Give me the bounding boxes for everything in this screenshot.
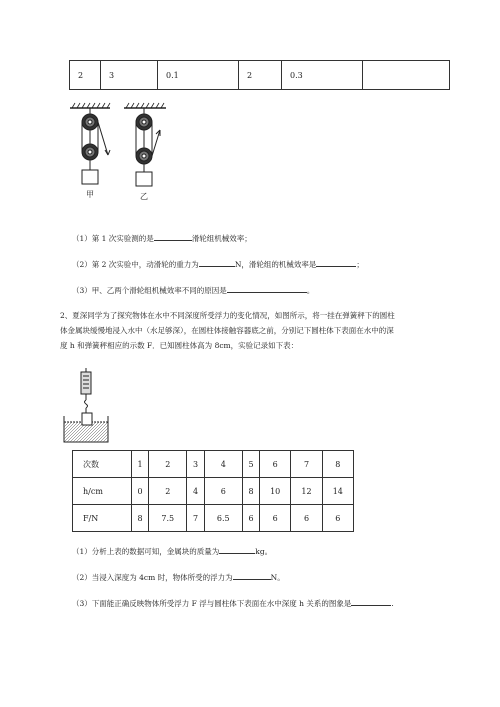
table-cell [363,61,450,90]
table-cell: 3 [187,451,204,478]
q2-part3: （3）下面能正确反映物体所受浮力 F 浮与圆柱体下表面在水中深度 h 关系的图象是 . [72,596,394,610]
answer-blank[interactable] [351,596,391,606]
table-cell: 6.5 [204,505,242,532]
table-cell: 次数 [73,451,132,478]
q1-part2: （2）第 2 次实验中，动滑轮的重力为 N，滑轮组的机械效率是 ； [72,257,364,271]
table-cell: 4 [187,478,204,505]
spring-scale-icon [81,368,91,413]
table-cell: F/N [73,505,132,532]
table-row [73,478,354,505]
table-cell: 4 [204,451,242,478]
beaker-icon [64,413,108,442]
table-cell: 6 [260,505,291,532]
table-cell: 7 [291,451,322,478]
table-cell: 0 [132,478,149,505]
table-cell: 6 [260,451,291,478]
answer-blank[interactable] [227,283,307,293]
q2-part1: （1）分析上表的数据可知，金属块的质量为 kg。 [72,544,272,558]
table-cell: 6 [242,505,259,532]
answer-blank[interactable] [233,570,271,580]
table-cell: 1 [132,451,149,478]
answer-blank[interactable] [316,257,356,267]
table-cell: 7 [187,505,204,532]
answer-blank[interactable] [219,544,255,554]
table-cell: 6 [291,505,322,532]
answer-blank[interactable] [154,231,192,241]
q1-part1: （1）第 1 次实验测的是 滑轮组机械效率； [72,231,252,245]
table-cell: 14 [322,478,353,505]
ceiling-right-icon [124,103,166,108]
table-cell: 2 [239,61,282,90]
pulley-right-icon [136,108,160,186]
pulley-label-left: 甲 [86,190,94,199]
q2-part2: （2）当浸入深度为 4cm 时，物体所受的浮力为 N。 [72,570,285,584]
table-cell: 8 [242,478,259,505]
depth-force-table [72,450,354,532]
pulley-left-icon [82,108,110,184]
table-cell: 0.3 [282,61,363,90]
table-cell: h/cm [73,478,132,505]
top-data-table [69,60,450,90]
table-cell: 10 [260,478,291,505]
q1-part3: （3）甲、乙两个滑轮组机械效率不同的原因是 。 [72,283,314,297]
pulley-figure [68,100,178,220]
table-cell: 7.5 [149,505,187,532]
table-row [70,61,450,90]
table-cell: 6 [204,478,242,505]
table-cell: 3 [101,61,158,90]
ceiling-left-icon [70,103,110,108]
table-cell: 2 [149,478,187,505]
table-cell: 5 [242,451,259,478]
spring-scale-figure [62,366,110,444]
table-cell: 0.1 [158,61,239,90]
table-cell: 2 [149,451,187,478]
pulley-label-right: 乙 [140,192,148,201]
table-cell: 12 [291,478,322,505]
table-cell: 2 [70,61,101,90]
q2-intro: 2、夏深同学为了探究物体在水中不同深度所受浮力的变化情况，如图所示，将一挂在弹簧秤下的圆柱 体金属块缓慢地浸入水中（水足够深），在圆柱体接触容器底之前，分别记下圆柱体下表面在水中的深 度 h 和弹簧秤相应的示数 F．已知圆柱体高为 8cm，实验记录如下表： [60,311,395,350]
table-row [73,451,354,478]
table-row [73,505,354,532]
table-cell: 6 [322,505,353,532]
answer-blank[interactable] [199,257,235,267]
table-cell: 8 [322,451,353,478]
table-cell: 8 [132,505,149,532]
